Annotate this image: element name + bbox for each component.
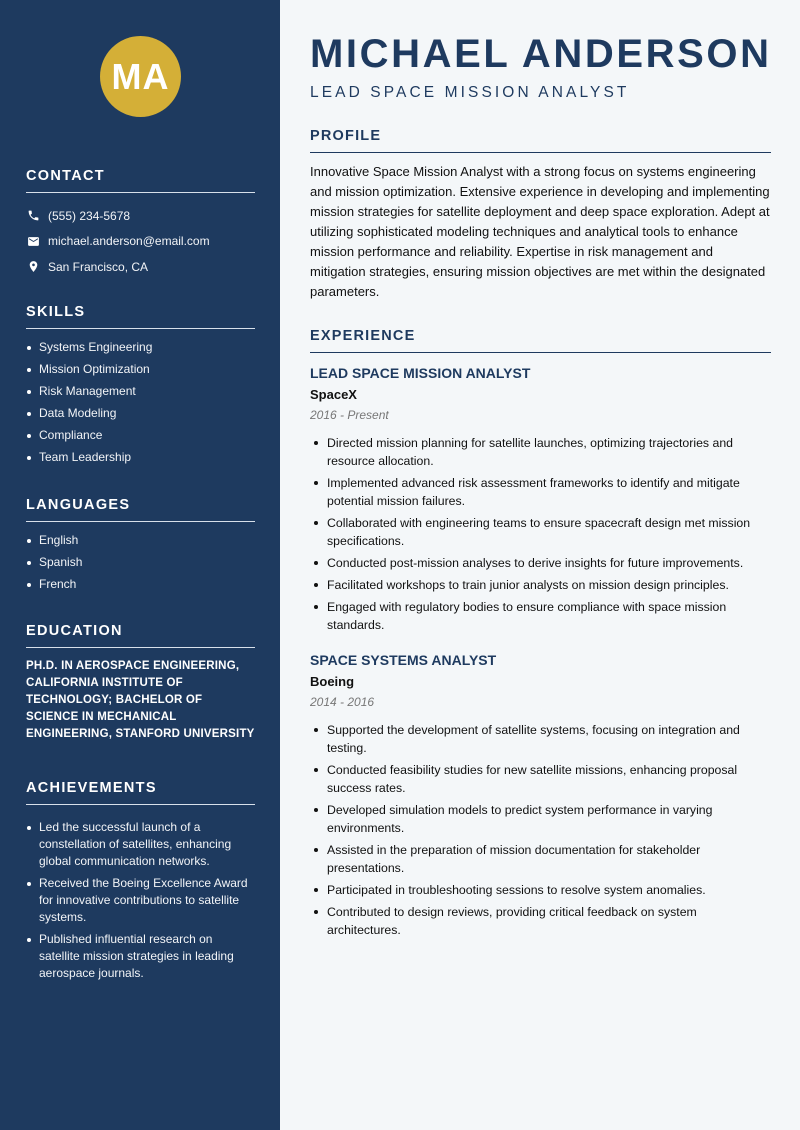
job-bullet: Supported the development of satellite systems, focusing on integration and testing. <box>310 721 771 757</box>
languages-list <box>26 532 255 593</box>
language-item: Spanish <box>26 554 255 571</box>
candidate-name: MICHAEL ANDERSON <box>310 32 772 76</box>
job-bullet: Collaborated with engineering teams to ensure spacecraft design met mission specifications. <box>310 514 771 550</box>
skill-item: Data Modeling <box>26 405 255 422</box>
job-company: Boeing <box>310 674 355 689</box>
job-dates: 2016 - Present <box>310 408 389 422</box>
contact-location-text: San Francisco, CA <box>48 259 149 274</box>
contact-location <box>26 254 255 280</box>
job-bullet: Conducted feasibility studies for new satellite missions, enhancing proposal success rates. <box>310 761 771 797</box>
languages-section <box>26 497 255 598</box>
job-bullet: Assisted in the preparation of mission documentation for stakeholder presentations. <box>310 841 771 877</box>
profile-section <box>310 128 771 302</box>
languages-heading: LANGUAGES <box>26 497 255 522</box>
contact-email-text: michael.anderson@email.com <box>48 234 210 249</box>
achievement-item: Led the successful launch of a constellation of satellites, enhancing global communication networks. <box>26 819 255 870</box>
language-item: English <box>26 532 255 549</box>
job-bullet: Engaged with regulatory bodies to ensure compliance with space mission standards. <box>310 598 771 634</box>
contact-section <box>26 168 255 280</box>
contact-heading: CONTACT <box>26 168 255 193</box>
achievements-heading: ACHIEVEMENTS <box>26 780 255 805</box>
job-bullet: Facilitated workshops to train junior analysts on mission design principles. <box>310 576 771 594</box>
achievement-item: Published influential research on satellite mission strategies in leading aerospace journals. <box>26 931 255 982</box>
skill-item: Mission Optimization <box>26 361 255 378</box>
phone-icon <box>26 209 40 223</box>
skill-item: Team Leadership <box>26 449 255 466</box>
contact-email <box>26 229 255 255</box>
skills-heading: SKILLS <box>26 304 255 329</box>
profile-text: Innovative Space Mission Analyst with a strong focus on systems engineering and mission optimization. Extensive experience in developing and implementing mission strategies for satellite deployment and deep space exploration. Adept at utilizing sophisticated modeling techniques and analytical tools to enhance mission performance and reliability. Expertise in risk management and mitigation strategies, ensuring mission objectives are met within the designated parameters. <box>310 164 770 299</box>
job-bullet: Participated in troubleshooting sessions to resolve system anomalies. <box>310 881 771 899</box>
education-heading: EDUCATION <box>26 623 255 648</box>
contact-list <box>26 203 255 280</box>
education-text: PH.D. IN AEROSPACE ENGINEERING, CALIFORNIA INSTITUTE OF TECHNOLOGY; BACHELOR OF SCIENCE IN MECHANICAL ENGINEERING, STANFORD UNIVERSITY <box>26 660 255 740</box>
contact-phone-text: (555) 234-5678 <box>48 208 131 223</box>
achievement-item: Received the Boeing Excellence Award for innovative contributions to satellite systems. <box>26 875 255 926</box>
skill-item: Compliance <box>26 427 255 444</box>
avatar-initials: MA <box>100 36 181 117</box>
candidate-title: LEAD SPACE MISSION ANALYST <box>310 84 630 101</box>
job-bullet: Developed simulation models to predict system performance in varying environments. <box>310 801 771 837</box>
skills-section <box>26 304 255 471</box>
contact-phone <box>26 203 255 229</box>
achievements-section <box>26 780 255 987</box>
sidebar <box>0 0 280 1130</box>
job-title: LEAD SPACE MISSION ANALYST <box>310 365 531 381</box>
job-company: SpaceX <box>310 387 357 402</box>
education-section <box>26 623 255 743</box>
job-bullets <box>310 434 771 634</box>
language-item: French <box>26 576 255 593</box>
skill-item: Risk Management <box>26 383 255 400</box>
job-bullet: Directed mission planning for satellite launches, optimizing trajectories and resource allocation. <box>310 434 771 470</box>
location-pin-icon <box>26 260 40 274</box>
job-bullet: Implemented advanced risk assessment frameworks to identify and mitigate potential mission failures. <box>310 474 771 510</box>
email-icon <box>26 234 40 248</box>
achievements-list <box>26 819 255 982</box>
job-title: SPACE SYSTEMS ANALYST <box>310 652 497 668</box>
job-bullet: Contributed to design reviews, providing critical feedback on system architectures. <box>310 903 771 939</box>
experience-heading: EXPERIENCE <box>310 328 771 353</box>
job-entry <box>310 365 771 638</box>
job-entry <box>310 652 771 943</box>
experience-section <box>310 328 771 353</box>
job-bullet: Conducted post-mission analyses to derive insights for future improvements. <box>310 554 771 572</box>
job-dates: 2014 - 2016 <box>310 695 375 709</box>
job-bullets <box>310 721 771 939</box>
skills-list <box>26 339 255 466</box>
skill-item: Systems Engineering <box>26 339 255 356</box>
profile-heading: PROFILE <box>310 128 771 153</box>
